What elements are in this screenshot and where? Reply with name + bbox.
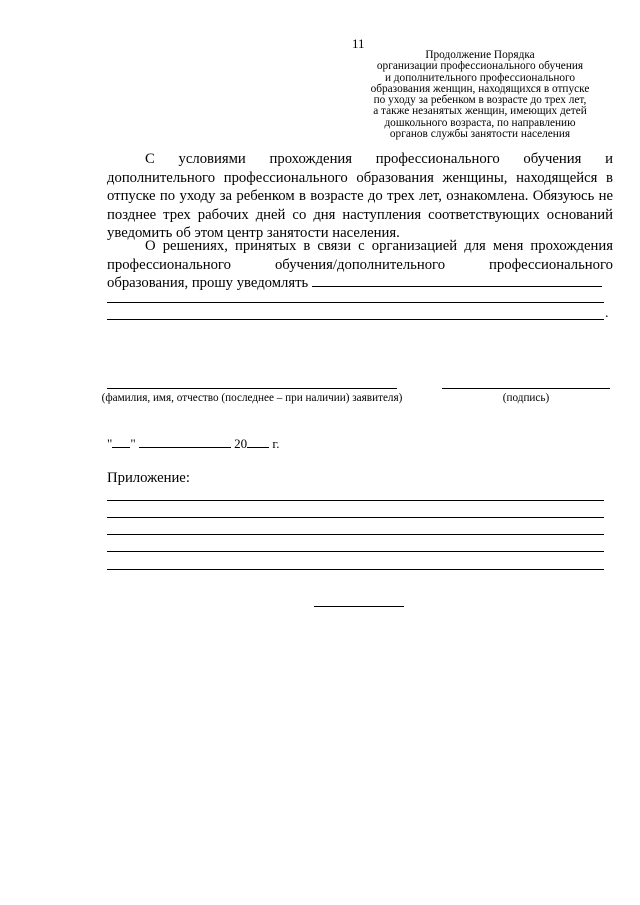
month-field[interactable]	[139, 435, 231, 448]
signature-caption: (подпись)	[502, 392, 550, 404]
acknowledgement-paragraph: С условиями прохождения профессионального обучения и дополнительного профессионального образования женщины, находящейся в отпуске по уходу за ребенком в возрасте до трех лет, ознакомлена. Обязуюсь не позднее трех рабочих дней со дня наступления соответствующих оснований уведомить об этом центр занятости населения.	[107, 151, 613, 242]
year-field[interactable]	[247, 435, 269, 448]
header-line: и дополнительного профессионального	[384, 71, 576, 84]
date-quote-open: "	[107, 436, 113, 451]
notification-method-field-line-3[interactable]	[107, 319, 604, 320]
notification-method-field-line-2[interactable]	[107, 302, 604, 303]
notification-paragraph	[107, 237, 613, 293]
day-field[interactable]	[112, 435, 130, 448]
date-line	[107, 435, 280, 452]
attachment-label: Приложение:	[107, 470, 190, 486]
notification-method-field[interactable]	[312, 274, 602, 287]
attachment-line[interactable]	[107, 517, 604, 518]
applicant-name-field[interactable]	[107, 388, 397, 389]
attachment-line[interactable]	[107, 500, 604, 501]
line-end-period: .	[605, 306, 609, 321]
attachment-line[interactable]	[107, 551, 604, 552]
attachment-line[interactable]	[107, 534, 604, 535]
attachment-line[interactable]	[107, 569, 604, 570]
header-line: Продолжение Порядка	[425, 49, 535, 61]
header-line: образования женщин, находящихся в отпуске	[370, 82, 590, 95]
signature-field[interactable]	[442, 388, 610, 389]
notification-text: О решениях, принятых в связи с организацией для меня прохождения профессионального обучения/дополнительного профессионального образования, прошу уведомлять	[107, 238, 613, 292]
year-suffix: г.	[272, 436, 280, 451]
end-divider	[314, 606, 404, 607]
header-line: органов службы занятости населения	[389, 128, 571, 141]
applicant-name-caption: (фамилия, имя, отчество (последнее – при наличии) заявителя)	[101, 392, 403, 404]
date-quote-close: "	[130, 436, 136, 451]
year-prefix: 20	[234, 436, 248, 451]
page-number: 11	[352, 36, 365, 51]
header-line: дошкольного возраста, по направлению	[384, 116, 576, 129]
header-line: организации профессионального обучения	[376, 60, 584, 73]
header-line: по уходу за ребенком в возрасте до трех лет,	[373, 94, 587, 107]
document-header	[352, 50, 608, 140]
header-line: а также незанятых женщин, имеющих детей	[373, 105, 587, 118]
